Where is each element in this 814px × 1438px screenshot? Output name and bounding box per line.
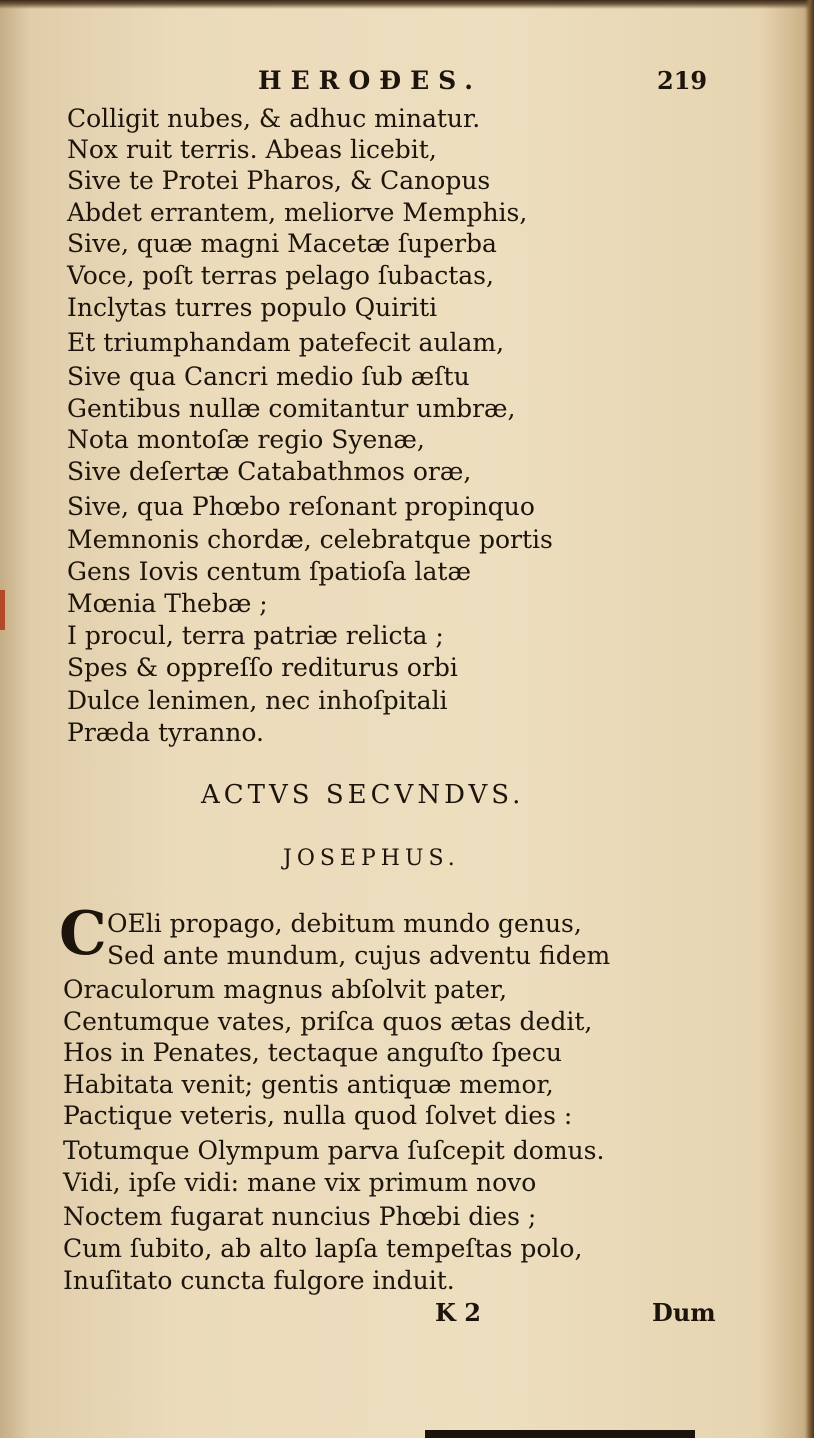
- verse-line: Voce, poſt terras pelago ſubactas,: [67, 261, 494, 290]
- verse-line: Sive deſertæ Catabathmos oræ,: [67, 457, 472, 486]
- bottom-edge-bar: [425, 1430, 695, 1438]
- page-number: 219: [657, 66, 708, 95]
- verse-line: Sive, qua Phœbo reſonant propinquo: [67, 492, 535, 521]
- verse-line: Sive qua Cancri medio ſub æſtu: [67, 362, 470, 391]
- page-top-edge: [0, 0, 814, 9]
- speaker-heading: JOSEPHUS.: [283, 846, 460, 871]
- verse-line: Colligit nubes, & adhuc minatur.: [67, 104, 481, 133]
- verse-line: Mœnia Thebæ ;: [67, 589, 268, 618]
- verse-line: Sive te Protei Pharos, & Canopus: [67, 166, 491, 195]
- speech-line: Oraculorum magnus abſolvit pater,: [63, 975, 508, 1004]
- speech-line: Pactique veteris, nulla quod ſolvet dies :: [63, 1101, 573, 1130]
- speech-line: Inuſitato cuncta fulgore induit.: [63, 1266, 455, 1295]
- catchword: Dum: [652, 1298, 716, 1327]
- verse-line: Præda tyranno.: [67, 718, 264, 747]
- running-head: HEROÐES.: [258, 66, 483, 95]
- act-heading: ACTVS SECVNDVS.: [201, 780, 525, 810]
- speech-line: Totumque Olympum parva ſuſcepit domus.: [63, 1136, 605, 1165]
- verse-line: Gens Iovis centum ſpatioſa latæ: [67, 557, 471, 586]
- speech-line: Habitata venit; gentis antiquæ memor,: [63, 1070, 554, 1099]
- verse-line: Dulce lenimen, nec inhoſpitali: [67, 686, 448, 715]
- margin-mark: [0, 590, 5, 630]
- speech-line: Centumque vates, priſca quos ætas dedit,: [63, 1007, 593, 1036]
- verse-line: Abdet errantem, meliorve Memphis,: [67, 198, 528, 227]
- drop-cap: C: [59, 899, 107, 969]
- verse-line: I procul, terra patriæ relicta ;: [67, 621, 444, 650]
- signature-mark: K 2: [435, 1298, 481, 1327]
- speech-line: Hos in Penates, tectaque anguſto ſpecu: [63, 1038, 562, 1067]
- speech-line: Vidi, ipſe vidi: mane vix primum novo: [63, 1168, 537, 1197]
- verse-line: Spes & oppreſſo rediturus orbi: [67, 653, 458, 682]
- verse-line: Nota montoſæ regio Syenæ,: [67, 425, 425, 454]
- page-right-edge: [805, 0, 814, 1438]
- speech-line: Cum ſubito, ab alto lapſa tempeſtas polo,: [63, 1234, 583, 1263]
- verse-line: Nox ruit terris. Abeas licebit,: [67, 135, 437, 164]
- verse-line: Gentibus nullæ comitantur umbræ,: [67, 394, 516, 423]
- verse-line: Memnonis chordæ, celebratque portis: [67, 525, 553, 554]
- verse-line: Sive, quæ magni Macetæ ſuperba: [67, 229, 497, 258]
- speech-line: Noctem fugarat nuncius Phœbi dies ;: [63, 1202, 537, 1231]
- verse-line: Et triumphandam patefecit aulam,: [67, 328, 505, 357]
- speech-line: OEli propago, debitum mundo genus,: [107, 909, 582, 938]
- speech-line: Sed ante mundum, cujus adventu fidem: [107, 941, 611, 970]
- verse-line: Inclytas turres populo Quiriti: [67, 293, 438, 322]
